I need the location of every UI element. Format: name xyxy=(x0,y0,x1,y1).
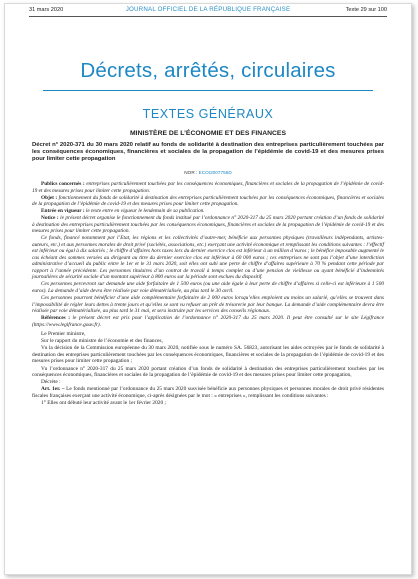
article-1-text: Le fonds mentionné par l’ordonnance du 25 mars 2020 susvisée bénéficie aux personnes physiques et personnes morales de droit privé résidentes fiscales françaises exerçant une activité économique, ci-après désignées par le mot : « entreprises », remplissant les conditions suivantes : xyxy=(32,386,384,400)
complementaire-paragraph: Ces personnes pourront bénéficier d’une aide complémentaire forfaitaire de 2 000 euros lorsqu’elles emploient au moins un salarié, qu’elles se trouvent dans l’impossibilité de régler leurs dettes à trente jours et qu’elles se sont vu refuser un prêt de trésorerie par leur banque. La demande d’aide complémentaire devra être réalisée par voie dématérialisée, au plus tard le 31 mai, et sera instruite par les services des conseils régionaux. xyxy=(32,295,384,315)
notice-text: le présent décret organise le fonctionnement du fonds institué par l’ordonnance n° 2020-317 du 25 mars 2020 portant création d’un fonds de solidarité à destination des entreprises particulièrement touchées par les conséquences économiques, financières et sociales de la propagation de l’épidémie de covid-19 et des mesures prises pour limiter cette propagation. xyxy=(32,215,385,235)
nor-label: NOR : xyxy=(184,170,199,175)
publication-date: 31 mars 2020 xyxy=(29,7,64,13)
notice-label: Notice : xyxy=(41,215,59,222)
notice-paragraph xyxy=(32,215,384,235)
nor-reference xyxy=(5,170,411,175)
premier-ministre: Le Premier ministre, xyxy=(41,330,86,337)
references-text: le présent décret est pris pour l’application de l’ordonnance n° 2020-317 du 25 mars 2020. Il peut être consulté sur le site Légifrance (https://www.legifrance.gouv.fr). xyxy=(32,315,384,328)
page-header xyxy=(5,7,411,19)
ordonnance-paragraph: Vu l’ordonnance n° 2020-317 du 25 mars 2020 portant création d’un fonds de solidarité à destination des entreprises particulièrement touchées par les conséquences économiques, financières et sociales de la propagation de l’épidémie de covid-19 et des mesures prises pour limiter cette propagation, xyxy=(32,365,384,379)
article-1-label: Art. 1er. – xyxy=(41,386,65,393)
publics-paragraph xyxy=(32,181,384,194)
decrete-heading: Décrète : xyxy=(41,379,61,386)
section-title: Décrets, arrêtés, circulaires xyxy=(80,59,336,82)
objet-paragraph xyxy=(32,195,384,208)
document-page xyxy=(4,3,412,575)
aide-paragraph: Ces personnes percevront sur demande une aide forfaitaire de 1 500 euros (ou une aide égale à leur perte de chiffre d’affaires si celle-ci est inférieure à 1 500 euros). La demande d’aide devra être réalisée par voie dématérialisée, au plus tard le 30 avril. xyxy=(32,281,384,294)
publics-text: entreprises particulièrement touchées par les conséquences économiques, financières et sociales de la propagation de l’épidémie de covid-19 et des mesures prises pour limiter cette propagation. xyxy=(32,181,384,194)
decree-title: Décret n° 2020-371 du 30 mars 2020 relatif au fonds de solidarité à destination des entreprises particulièrement touchées par les conséquences économiques, financières et sociales de la propagation de l’épidémie de covid-19 et des mesures prises pour limiter cette propagation xyxy=(32,142,384,163)
entree-paragraph xyxy=(32,208,384,215)
decree-body xyxy=(32,181,384,407)
objet-label: Objet : xyxy=(41,194,58,201)
nor-value: ECOI2007755D xyxy=(198,170,232,175)
references-label: Références : xyxy=(41,315,70,322)
ministry-heading: MINISTÈRE DE L’ÉCONOMIE ET DES FINANCES xyxy=(130,130,286,137)
references-paragraph xyxy=(32,315,384,328)
entree-text: le texte entre en vigueur le lendemain de sa publication. xyxy=(84,208,205,215)
text-number: Texte 29 sur 100 xyxy=(345,7,387,13)
article-1 xyxy=(32,386,384,399)
fonds-paragraph: Ce fonds, financé notamment par l’Etat, les régions et les collectivités d’outre-mer, bénéficie aux personnes physiques (travailleurs indépendants, artistes-auteurs, etc.) et aux personnes morales de droit privé (sociétés, associations, etc.) exerçant une activité économique et remplissant les conditions suivantes : l’effectif est inférieur ou égal à dix salariés ; le chiffre d’affaires hors taxes lors du dernier exercice clos est inférieur à un million d’euros ; le bénéfice imposable augmenté le cas échéant des sommes versées au dirigeant au titre du dernier exercice clos est inférieur à 60 000 euros ; ces entreprises ne sont pas l’objet d’une interdiction administrative d’accueil du public entre le 1er et le 31 mars 2020, soit elles ont subi une perte de chiffre d’affaires supérieure à 70 % pendant cette période par rapport à l’année précédente. Les personnes titulaires d’un contrat de travail à temps complet ou d’une pension de vieillesse ou ayant bénéficié d’indemnités journalières de sécurité sociale d’un montant supérieur à 800 euros sur la période sont exclues du dispositif. xyxy=(32,235,384,281)
header-rule xyxy=(29,16,387,17)
journal-name: JOURNAL OFFICIEL DE LA RÉPUBLIQUE FRANÇAISE xyxy=(125,6,291,13)
publics-label: Publics concernés : xyxy=(41,181,85,187)
objet-text: fonctionnement du fonds de solidarité à destination des entreprises particulièrement touchées par les conséquences économiques, financières et sociales de la propagation de l’épidémie de covid-19 et des mesures prises pour limiter cette propagation. xyxy=(32,194,384,208)
subsection-title: TEXTES GÉNÉRAUX xyxy=(142,107,274,121)
condition-1: 1° Elles ont débuté leur activité avant le 1er février 2020 ; xyxy=(41,400,167,407)
decision-paragraph: Vu la décision de la Commission européenne du 30 mars 2020, notifiée sous le numéro SA. 56823, autorisant les aides octroyées par le fonds de solidarité à destination des entreprises particulièrement touchées par les conséquences économiques, financières et sociales de la propagation de l’épidémie de covid-19 et des mesures prises pour limiter cette propagation ; xyxy=(32,345,384,365)
rapport-paragraph: Sur le rapport du ministre de l’économie et des finances, xyxy=(41,337,163,344)
entree-label: Entrée en vigueur : xyxy=(41,208,85,215)
section-rule xyxy=(43,90,373,91)
